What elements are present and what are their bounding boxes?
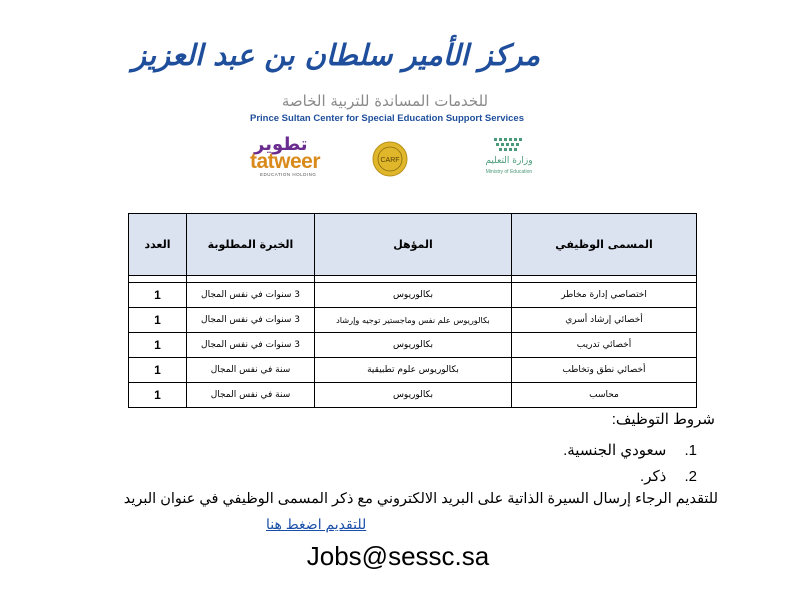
cell-job-title: محاسب (512, 383, 697, 408)
tatweer-logo-english: tatweer (250, 150, 321, 173)
cell-job-title: أخصائي نطق وتخاطب (512, 358, 697, 383)
cell-experience: 3 سنوات في نفس المجال (187, 283, 315, 308)
ministry-of-education-logo (474, 134, 554, 182)
header-qualification: المؤهل (315, 214, 512, 276)
header-experience: الخبرة المطلوبة (187, 214, 315, 276)
table-row (129, 333, 697, 358)
accreditation-seal-icon (372, 141, 408, 177)
condition-number: 1. (684, 442, 697, 459)
cell-qualification: بكالوريوس (315, 383, 512, 408)
moe-emblem-icon (474, 134, 544, 156)
contact-email: Jobs@sessc.sa (306, 541, 490, 571)
jobs-table (128, 213, 697, 408)
table-row (129, 383, 697, 408)
cell-experience: 3 سنوات في نفس المجال (187, 308, 315, 333)
cell-count: 1 (129, 383, 187, 408)
cell-count: 1 (129, 308, 187, 333)
moe-logo-english: Ministry of Education (485, 169, 533, 175)
cell-job-title: اختصاصي إدارة مخاطر (512, 283, 697, 308)
seal-text: CARF (380, 157, 400, 164)
header-count: العدد (129, 214, 187, 276)
tatweer-tagline: EDUCATION HOLDING (260, 172, 317, 177)
cell-job-title: أخصائي تدريب (512, 333, 697, 358)
table-row (129, 358, 697, 383)
table-row (129, 283, 697, 308)
table-row (129, 308, 697, 333)
center-name-english: Prince Sultan Center for Special Education Support Services (250, 113, 524, 124)
cell-qualification: بكالوريوس (315, 283, 512, 308)
apply-link[interactable]: للتقديم اضغط هنا (266, 516, 367, 532)
center-logo-arabic: مركز الأمير سلطان بن عبد العزيز (131, 38, 540, 72)
header-job-title: المسمى الوظيفي (512, 214, 697, 276)
condition-item (563, 441, 697, 459)
cell-job-title: أخصائي إرشاد أسري (512, 308, 697, 333)
conditions-title: شروط التوظيف: (611, 411, 715, 428)
cell-count: 1 (129, 358, 187, 383)
cell-qualification: بكالوريوس علوم تطبيقية (315, 358, 512, 383)
cell-count: 1 (129, 283, 187, 308)
condition-number: 2. (684, 468, 697, 485)
cell-qualification: بكالوريوس (315, 333, 512, 358)
tatweer-logo-arabic: تطوير (254, 134, 308, 155)
condition-text: ذكر. (640, 468, 667, 485)
cell-experience: سنة في نفس المجال (187, 383, 315, 408)
condition-text: سعودي الجنسية. (563, 442, 667, 459)
cell-qualification: بكالوريوس علم نفس وماجستير توجيه وإرشاد (315, 308, 512, 333)
center-subtitle-arabic: للخدمات المساندة للتربية الخاصة (281, 92, 489, 110)
moe-logo-arabic: وزارة التعليم (485, 156, 533, 166)
table-header-row (129, 214, 697, 276)
table-spacer-row (129, 276, 697, 283)
condition-item (640, 467, 697, 485)
tatweer-logo (246, 136, 356, 180)
apply-instructions: للتقديم الرجاء إرسال السيرة الذاتية على البريد الالكتروني مع ذكر المسمى الوظيفي في عنوان البريد (123, 491, 718, 507)
cell-experience: سنة في نفس المجال (187, 358, 315, 383)
cell-experience: 3 سنوات في نفس المجال (187, 333, 315, 358)
cell-count: 1 (129, 333, 187, 358)
